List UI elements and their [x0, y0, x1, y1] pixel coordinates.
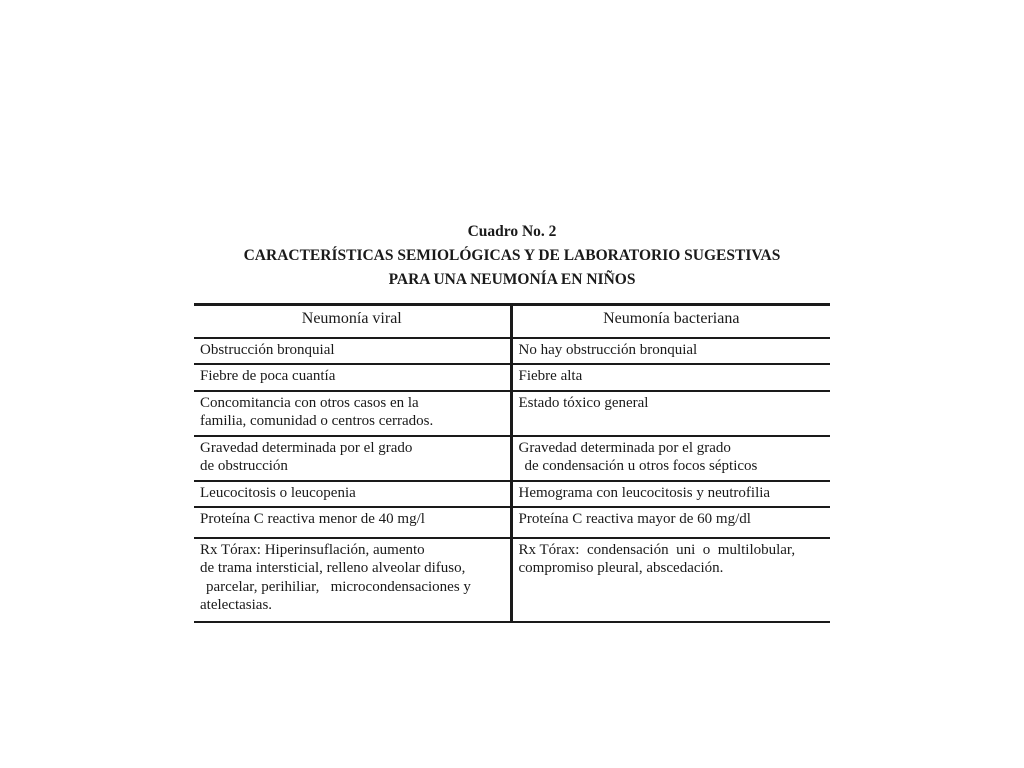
cell-line: Rx Tórax: condensación uni o multilobular,	[518, 541, 796, 558]
table-row	[194, 481, 830, 508]
cell-line: parcelar, perihiliar, microcondensaciones y	[206, 578, 471, 595]
cell-line: Fiebre alta	[518, 368, 583, 384]
cell-viral	[194, 364, 511, 391]
table-row	[194, 507, 830, 538]
cell-line: compromiso pleural, abscedación.	[518, 560, 724, 576]
table-header-row	[194, 305, 830, 338]
cell-line: atelectasias.	[200, 597, 273, 613]
table-number: Cuadro No. 2	[467, 223, 557, 240]
cell-line: Hemograma con leucocitosis y neutrofilia	[518, 484, 771, 501]
cell-viral	[194, 507, 511, 538]
cell-line: Estado tóxico general	[518, 394, 649, 411]
cell-line: Concomitancia con otros casos en la	[200, 394, 419, 411]
table-caption	[194, 220, 830, 292]
cell-viral	[194, 338, 511, 365]
cell-line: de condensación u otros focos sépticos	[524, 458, 758, 474]
table-row	[194, 538, 830, 622]
cell-line: Gravedad determinada por el grado	[200, 439, 413, 456]
cell-bacterial	[511, 436, 830, 481]
cell-bacterial	[511, 507, 830, 538]
cell-line: de trama intersticial, relleno alveolar difuso,	[200, 560, 466, 576]
cell-line: Fiebre de poca cuantía	[200, 368, 336, 384]
table-title-line-2: PARA UNA NEUMONÍA EN NIÑOS	[388, 271, 636, 288]
table-row	[194, 436, 830, 481]
cell-bacterial	[511, 481, 830, 508]
cell-viral	[194, 391, 511, 436]
cell-line: Gravedad determinada por el grado	[518, 439, 731, 456]
table-row	[194, 338, 830, 365]
cell-line: familia, comunidad o centros cerrados.	[200, 413, 434, 429]
cell-viral	[194, 436, 511, 481]
cell-bacterial	[511, 538, 830, 622]
cell-line: Leucocitosis o leucopenia	[200, 484, 356, 501]
cell-line: Obstrucción bronquial	[200, 341, 335, 358]
cell-line: No hay obstrucción bronquial	[518, 341, 698, 358]
cell-bacterial	[511, 391, 830, 436]
cell-bacterial	[511, 364, 830, 391]
cell-viral	[194, 538, 511, 622]
cell-line: Proteína C reactiva menor de 40 mg/l	[200, 511, 425, 527]
cell-viral	[194, 481, 511, 508]
table-row	[194, 364, 830, 391]
header-bacterial: Neumonía bacteriana	[511, 305, 830, 338]
cell-line: Rx Tórax: Hiperinsuflación, aumento	[200, 541, 425, 558]
cell-line: Proteína C reactiva mayor de 60 mg/dl	[518, 511, 751, 527]
table-row	[194, 391, 830, 436]
header-viral: Neumonía viral	[194, 305, 511, 338]
cell-line: de obstrucción	[200, 458, 288, 474]
comparison-table	[194, 303, 830, 623]
cell-bacterial	[511, 338, 830, 365]
table-title-line-1: CARACTERÍSTICAS SEMIOLÓGICAS Y DE LABORATORIO SUGESTIVAS	[243, 247, 781, 264]
comparison-table-container	[194, 303, 830, 623]
